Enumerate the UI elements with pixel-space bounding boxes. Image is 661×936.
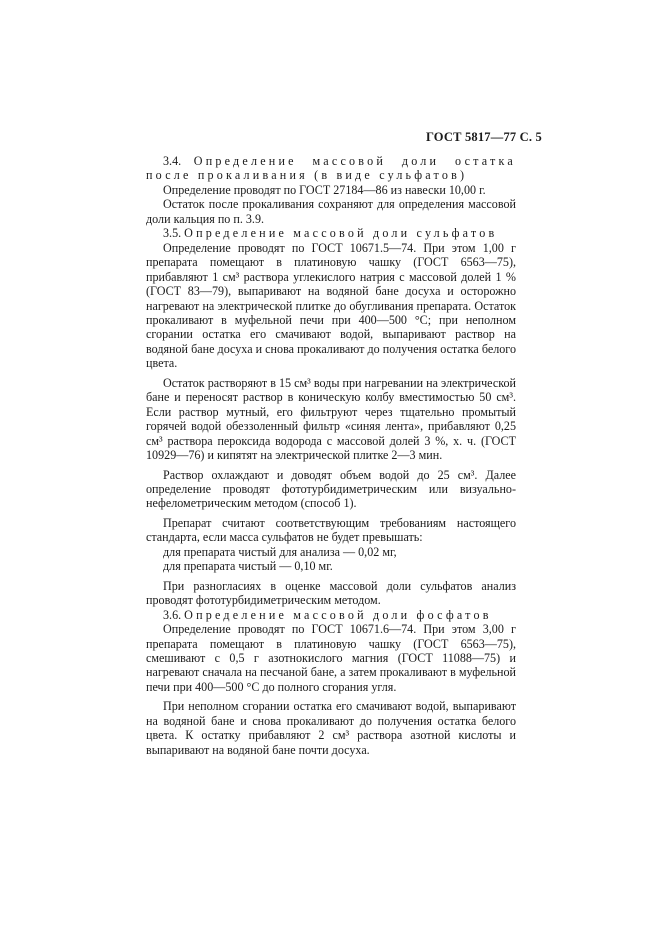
paragraph: Остаток растворяют в 15 см³ воды при нагревании на электрической бане и переносят раствор в коническую колбу вместимостью 50 см³. Если раствор мутный, его фильтруют через тщательно промытый горячей водой обеззоленный фильтр «синяя лента», прибавляют 0,25 см³ раствора пероксида водорода с массовой долей 3 %, х. ч. (ГОСТ 10929—76) и кипятят на электрической плитке 2—3 мин. [146, 375, 516, 463]
section-number: 3.4. [163, 154, 182, 168]
section-number: 3.5. [163, 226, 182, 241]
section-3-6-heading [146, 608, 516, 622]
section-number: 3.6. [163, 607, 182, 622]
paragraph: Определение проводят по ГОСТ 10671.6—74. При этом 3,00 г препарата помещают в платиновую чашку (ГОСТ 6563—75), смешивают с 0,5 г азотнокислого магния (ГОСТ 11088—75) и нагревают сначала на песчаной бане, а затем прокаливают в муфельной печи при 400—500 °С до полного сгорания угля. [146, 622, 516, 694]
list-item: для препарата чистый для анализа — 0,02 мг, [163, 544, 397, 559]
section-title: Определение массовой доли сульфатов [184, 226, 498, 241]
section-3-4-heading [146, 154, 516, 183]
section-title: Определение массовой доли остатка после прокаливания (в виде сульфатов) [146, 154, 516, 183]
paragraph: Определение проводят по ГОСТ 27184—86 из навески 10,00 г. [163, 182, 486, 197]
paragraph: При неполном сгорании остатка его смачивают водой, выпаривают на водяной бане и снова прокаливают до получения остатка белого цвета. К остатку прибавляют 2 см³ раствора азотной кислоты и выпаривают на водяной бане почти досуха. [146, 699, 516, 757]
section-3-5-heading [146, 226, 516, 240]
list-item: для препарата чистый — 0,10 мг. [163, 559, 333, 574]
paragraph: Остаток после прокаливания сохраняют для определения массовой доли кальция по п. 3.9. [146, 197, 516, 226]
paragraph: Препарат считают соответствующим требованиям настоящего стандарта, если масса сульфатов не будет превышать: [146, 515, 516, 545]
section-title: Определение массовой доли фосфатов [184, 607, 492, 622]
document-body [146, 154, 516, 757]
paragraph: Раствор охлаждают и доводят объем водой до 25 см³. Далее определение проводят фототурбидиметрическим или визуально-нефелометрическим методом (способ 1). [146, 467, 516, 511]
paragraph: При разногласиях в оценке массовой доли сульфатов анализ проводят фототурбидиметрическим методом. [146, 578, 516, 608]
paragraph: Определение проводят по ГОСТ 10671.5—74. При этом 1,00 г препарата помещают в платиновую чашку (ГОСТ 6563—75), прибавляют 1 см³ раствора углекислого натрия с массовой долей 1 % (ГОСТ 83—79), выпаривают на водяной бане досуха и осторожно нагревают на электрической плитке до обугливания препарата. Остаток прокаливают в муфельной печи при 400—500 °С; при неполном сгорании остатка его смачивают водой, выпаривают раствор на водяной бане досуха и снова прокаливают до получения остатка белого цвета. [146, 240, 516, 371]
page-header: ГОСТ 5817—77 С. 5 [425, 130, 542, 144]
